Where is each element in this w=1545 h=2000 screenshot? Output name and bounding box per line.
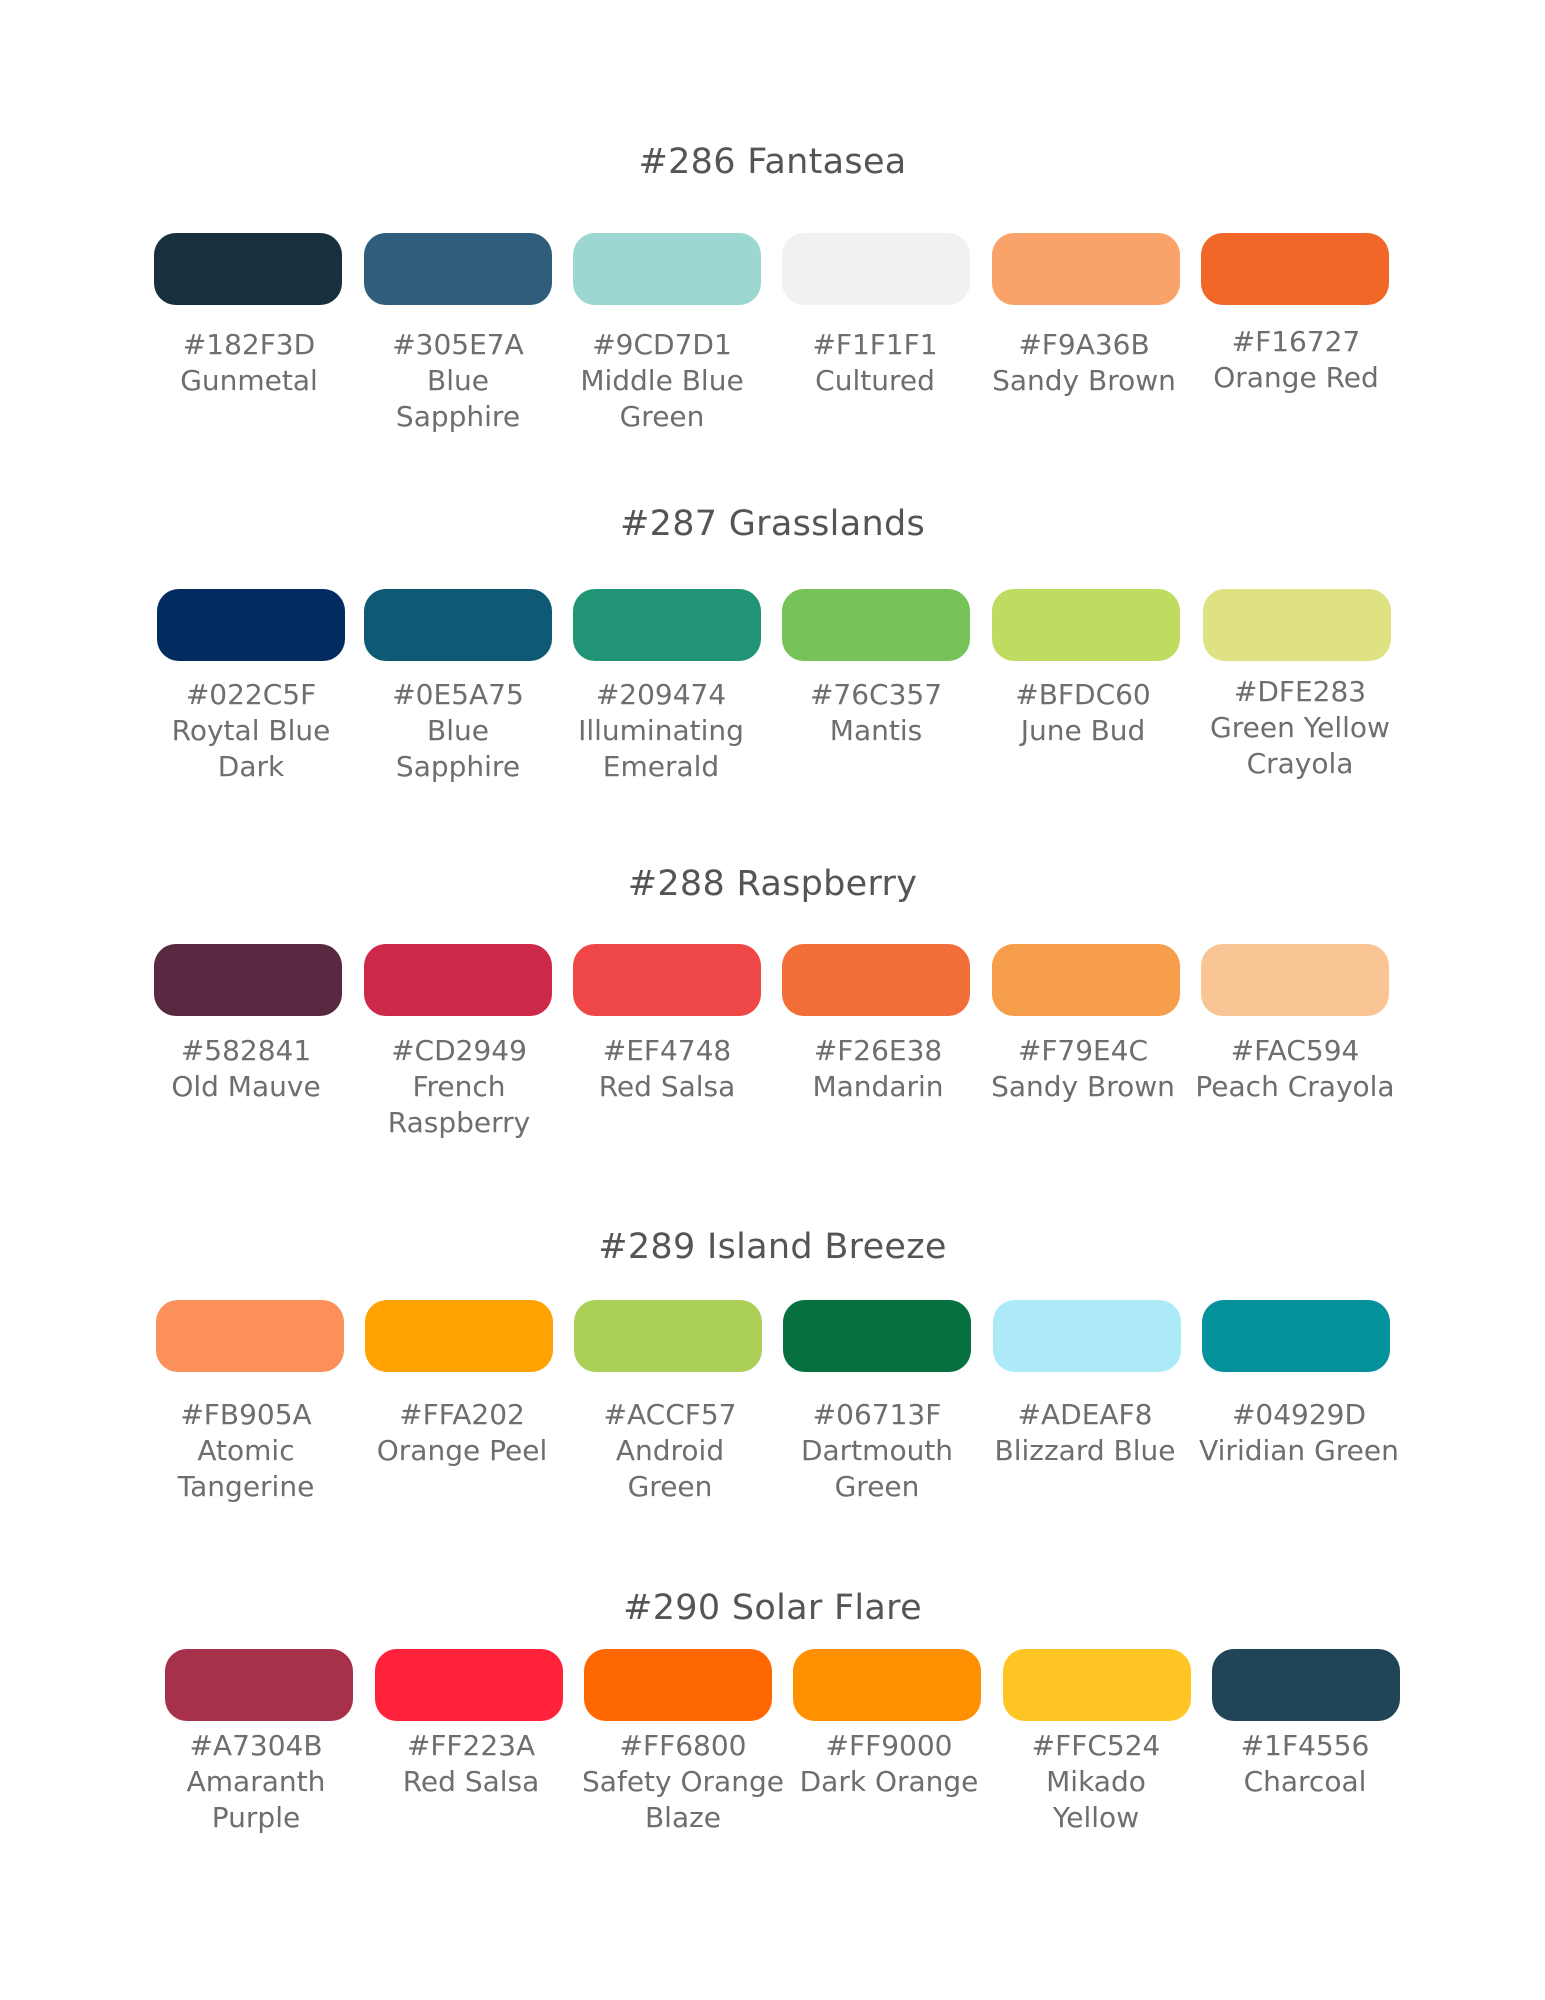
color-hex: #A7304B	[189, 1729, 323, 1762]
color-name: June Bud	[1020, 714, 1146, 747]
color-label	[983, 1033, 1183, 1105]
color-hex: #76C357	[809, 678, 943, 711]
color-name: Sandy Brown	[992, 364, 1176, 397]
swatch	[573, 233, 761, 305]
color-hex: #022C5F	[185, 678, 317, 711]
swatch	[782, 233, 970, 305]
color-hex: #BFDC60	[1015, 678, 1151, 711]
swatch	[992, 944, 1180, 1016]
color-label	[358, 677, 558, 785]
color-hex: #F1F1F1	[812, 328, 938, 361]
color-hex: #0E5A75	[392, 678, 524, 711]
color-label	[362, 1397, 562, 1469]
color-label	[358, 327, 558, 435]
color-hex: #04929D	[1231, 1398, 1367, 1431]
swatch	[1203, 589, 1391, 661]
color-hex: #182F3D	[182, 328, 316, 361]
color-hex: #FAC594	[1230, 1034, 1360, 1067]
swatch	[364, 589, 552, 661]
palette-title: #287 Grasslands	[620, 504, 925, 544]
color-hex: #582841	[180, 1034, 312, 1067]
color-name: Orange Peel	[376, 1434, 548, 1467]
color-label	[579, 1728, 787, 1836]
color-label	[775, 327, 975, 399]
color-label	[359, 1033, 559, 1141]
swatch-row	[0, 233, 1545, 305]
color-name: Cultured	[815, 364, 935, 397]
swatch	[364, 233, 552, 305]
color-name: Blue Sapphire	[395, 364, 521, 433]
color-name: Blue Sapphire	[395, 714, 521, 783]
color-hex: #F79E4C	[1017, 1034, 1149, 1067]
palette-title: #290 Solar Flare	[623, 1588, 922, 1628]
swatch	[157, 589, 345, 661]
color-label	[570, 1397, 770, 1505]
color-name: Mikado Yellow	[1046, 1765, 1146, 1834]
color-name: Atomic Tangerine	[177, 1434, 315, 1503]
swatch	[1201, 944, 1389, 1016]
color-name: Dartmouth Green	[800, 1434, 954, 1503]
color-name: Charcoal	[1243, 1765, 1367, 1798]
color-label	[985, 1397, 1185, 1469]
color-name: Mantis	[829, 714, 923, 747]
color-label	[146, 1397, 346, 1505]
color-name: Orange Red	[1213, 361, 1379, 394]
swatch	[1003, 1649, 1191, 1721]
color-hex: #FF9000	[825, 1729, 953, 1762]
color-hex: #FB905A	[180, 1398, 312, 1431]
color-hex: #DFE283	[1233, 675, 1367, 708]
color-label	[778, 1033, 978, 1105]
color-label	[567, 1033, 767, 1105]
swatch	[783, 1300, 971, 1372]
color-label	[1196, 324, 1396, 396]
color-hex: #06713F	[812, 1398, 942, 1431]
color-name: Blizzard Blue	[994, 1434, 1176, 1467]
color-name: Green Yellow Crayola	[1210, 711, 1390, 780]
color-hex: #EF4748	[602, 1034, 732, 1067]
color-hex: #F9A36B	[1018, 328, 1150, 361]
color-hex: #F16727	[1231, 325, 1361, 358]
color-label	[561, 677, 761, 785]
color-name: Sandy Brown	[991, 1070, 1175, 1103]
color-label	[149, 327, 349, 399]
color-hex: #F26E38	[813, 1034, 943, 1067]
swatch	[782, 944, 970, 1016]
swatch	[584, 1649, 772, 1721]
color-label	[983, 677, 1183, 749]
swatch	[1212, 1649, 1400, 1721]
color-hex: #9CD7D1	[592, 328, 732, 361]
swatch	[793, 1649, 981, 1721]
swatch	[573, 589, 761, 661]
color-label	[1200, 674, 1400, 782]
color-hex: #CD2949	[391, 1034, 527, 1067]
color-label	[1195, 1033, 1395, 1105]
swatch	[156, 1300, 344, 1372]
swatch	[1202, 1300, 1390, 1372]
color-label	[146, 1033, 346, 1105]
palette-title: #289 Island Breeze	[598, 1227, 947, 1267]
color-hex: #305E7A	[392, 328, 524, 361]
color-hex: #FF223A	[406, 1729, 536, 1762]
swatch	[573, 944, 761, 1016]
color-label	[984, 327, 1184, 399]
color-name: Middle Blue Green	[580, 364, 744, 433]
swatch-row	[0, 1649, 1545, 1721]
swatch	[992, 233, 1180, 305]
color-hex: #ACCF57	[603, 1398, 737, 1431]
color-hex: #ADEAF8	[1017, 1398, 1153, 1431]
color-name: Red Salsa	[598, 1070, 736, 1103]
swatch	[992, 589, 1180, 661]
swatch-row	[0, 589, 1545, 661]
color-label	[776, 677, 976, 749]
swatch-row	[0, 944, 1545, 1016]
swatch	[364, 944, 552, 1016]
color-hex: #1F4556	[1240, 1729, 1370, 1762]
color-hex: #FFC524	[1031, 1729, 1161, 1762]
color-name: Mandarin	[812, 1070, 944, 1103]
swatch	[574, 1300, 762, 1372]
color-name: Roytal Blue Dark	[171, 714, 331, 783]
color-name: Safety Orange Blaze	[582, 1765, 784, 1834]
color-hex: #FF6800	[619, 1729, 747, 1762]
color-name: Dark Orange	[799, 1765, 979, 1798]
swatch	[165, 1649, 353, 1721]
palette-title: #288 Raspberry	[627, 864, 918, 904]
color-label	[151, 677, 351, 785]
color-name: Peach Crayola	[1195, 1070, 1395, 1103]
palette-title: #286 Fantasea	[638, 142, 907, 182]
color-name: Gunmetal	[180, 364, 318, 397]
color-name: Android Green	[615, 1434, 725, 1503]
color-label	[562, 327, 762, 435]
color-label	[371, 1728, 571, 1800]
color-name: Red Salsa	[402, 1765, 540, 1798]
swatch	[993, 1300, 1181, 1372]
color-label	[785, 1728, 993, 1800]
color-name: Amaranth Purple	[186, 1765, 326, 1834]
swatch	[782, 589, 970, 661]
color-name: Viridian Green	[1199, 1434, 1399, 1467]
color-name: French Raspberry	[387, 1070, 531, 1139]
swatch	[375, 1649, 563, 1721]
swatch	[1201, 233, 1389, 305]
color-name: Old Mauve	[171, 1070, 321, 1103]
color-label	[156, 1728, 356, 1836]
color-label	[1205, 1728, 1405, 1800]
color-hex: #FFA202	[399, 1398, 525, 1431]
color-label	[777, 1397, 977, 1505]
swatch	[154, 944, 342, 1016]
swatch	[154, 233, 342, 305]
color-name: Illuminating Emerald	[578, 714, 744, 783]
color-label	[1199, 1397, 1399, 1469]
swatch-row	[0, 1300, 1545, 1372]
swatch	[365, 1300, 553, 1372]
color-label	[996, 1728, 1196, 1836]
color-hex: #209474	[595, 678, 727, 711]
